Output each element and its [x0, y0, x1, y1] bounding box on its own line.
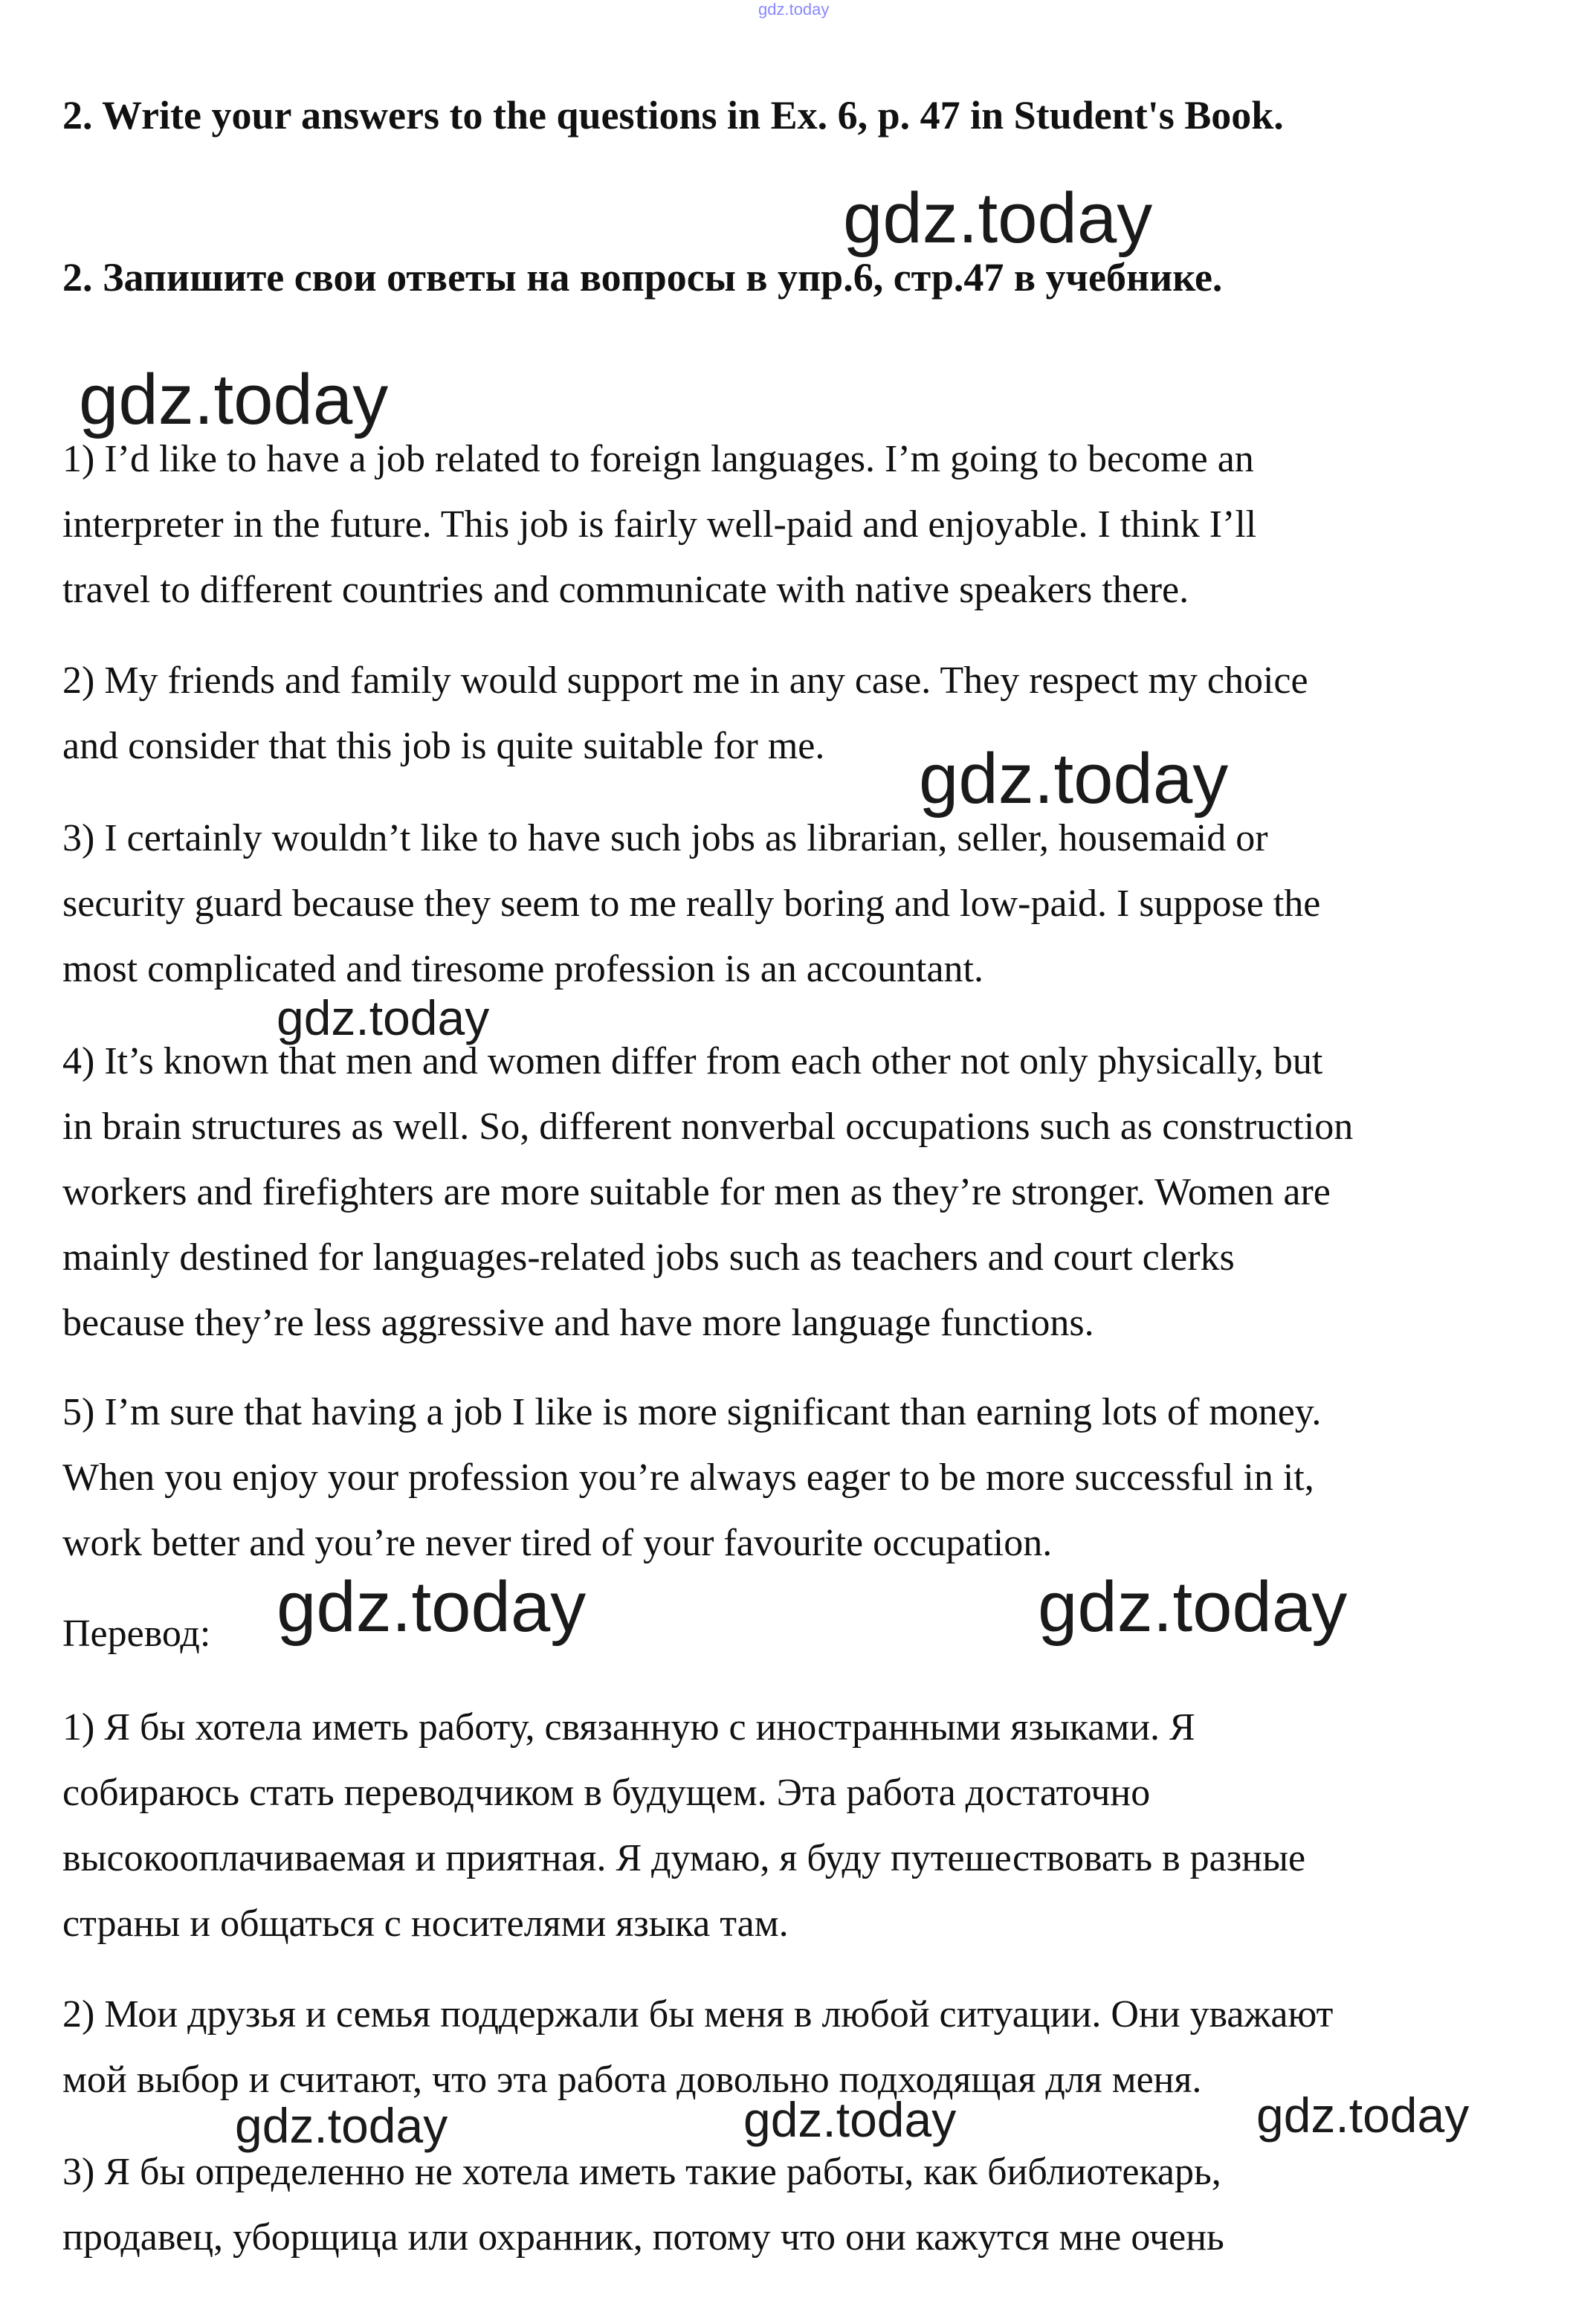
- watermark: gdz.today: [277, 1567, 587, 1647]
- watermark: gdz.today: [843, 178, 1153, 258]
- answer-ru-3: 3) Я бы определенно не хотела иметь такие работы, как библиотекарь, продавец, уборщица или охранник, потому что они кажутся мне очень: [62, 2151, 1224, 2259]
- answer-en-2: 2) My friends and family would support me in any case. They respect my choice and consider that this job is quite suitable for me.: [62, 659, 1308, 767]
- task-title-en: 2. Write your answers to the questions in Ex. 6, p. 47 in Student's Book.: [62, 93, 1284, 138]
- answer-en-5: 5) I’m sure that having a job I like is more significant than earning lots of money. When you enjoy your profession you’re always eager to be more successful in it, work better and you’re never tired of your favourite occupation.: [62, 1391, 1322, 1564]
- watermark: gdz.today: [277, 990, 490, 1045]
- answer-ru-2: 2) Мои друзья и семья поддержали бы меня в любой ситуации. Они уважают мой выбор и считают, что эта работа довольно подходящая для меня.: [62, 1993, 1334, 2101]
- watermark: gdz.today: [919, 739, 1229, 819]
- translation-label: Перевод:: [62, 1613, 211, 1655]
- watermark: gdz.today: [79, 360, 389, 439]
- answer-en-4: 4) It’s known that men and women differ from each other not only physically, but in brain structures as well. So, different nonverbal occupations such as construction workers and firefighters are more suitable for men as they’re stronger. Women are mainly destined for languages-related jobs such as teachers and court clerks because they’re less aggressive and have more language functions.: [62, 1040, 1354, 1344]
- watermark: gdz.today: [235, 2098, 448, 2153]
- answer-en-1: 1) I’d like to have a job related to foreign languages. I’m going to become an interpreter in the future. This job is fairly well-paid and enjoyable. I think I’ll travel to different countries and communicate with native speakers there.: [62, 438, 1257, 611]
- watermark-small: gdz.today: [758, 0, 830, 19]
- watermark: gdz.today: [1256, 2088, 1470, 2143]
- answer-en-3: 3) I certainly wouldn’t like to have such jobs as librarian, seller, housemaid or security guard because they seem to me really boring and low-paid. I suppose the most complicated and tiresome profession is an accountant.: [62, 817, 1321, 990]
- watermark: gdz.today: [743, 2092, 957, 2147]
- watermark: gdz.today: [1038, 1567, 1348, 1647]
- task-title-ru: 2. Запишите свои ответы на вопросы в упр.6, стр.47 в учебнике.: [62, 255, 1223, 300]
- answer-ru-1: 1) Я бы хотела иметь работу, связанную с иностранными языками. Я собираюсь стать переводчиком в будущем. Эта работа достаточно высокооплачиваемая и приятная. Я думаю, я буду путешествовать в разные страны и общаться с носителями языка там.: [62, 1706, 1306, 1945]
